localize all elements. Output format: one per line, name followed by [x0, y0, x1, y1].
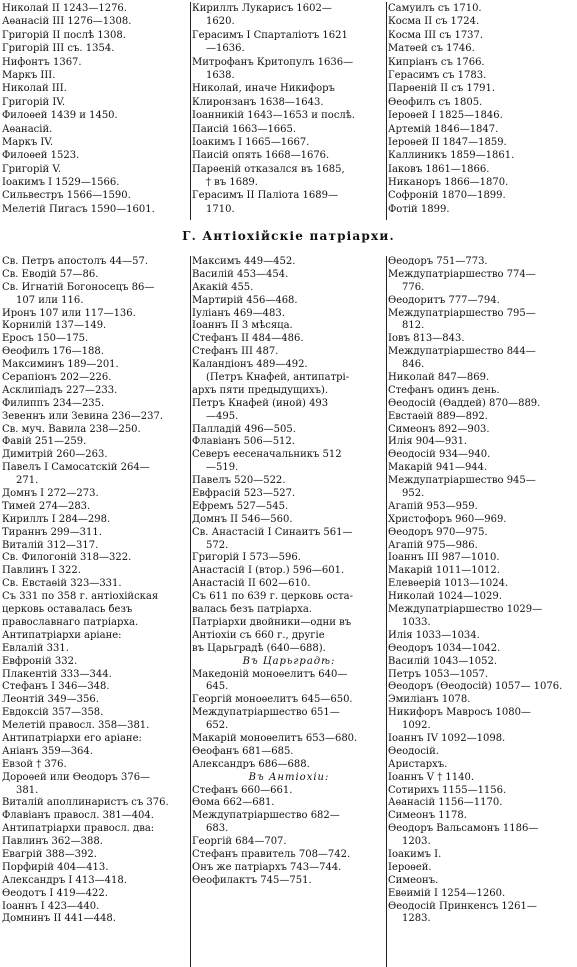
list-entry: Анастасій I (втор.) 596—601. — [192, 565, 345, 577]
list-entry: 1620. — [206, 16, 235, 28]
list-entry: Евдоксій 357—358. — [2, 707, 104, 719]
list-entry: Максимъ 449—452. — [192, 256, 296, 267]
list-entry: Ѳеодотъ I 419—422. — [2, 887, 108, 899]
list-entry: Маркъ III. — [2, 69, 56, 81]
list-entry: Павелъ 520—522. — [192, 475, 286, 487]
list-entry: Антипатріархи правосл. два: — [2, 823, 155, 835]
list-entry: въ Царьградѣ (640—688). — [192, 642, 326, 654]
list-entry: Александръ I 413—418. — [2, 874, 127, 886]
section-heading: Г. Антіохійскіе патріархи. — [182, 229, 395, 243]
bottom-column-2 — [190, 256, 386, 967]
list-entry: Кириллъ Лукарисъ 1602— — [192, 3, 332, 14]
list-entry: Св. Евстаѳій 323—331. — [2, 578, 122, 590]
list-entry: Св. Еводій 57—86. — [2, 268, 99, 280]
list-entry: Эмиліанъ 1078. — [388, 694, 471, 706]
list-entry: Парѳеній II съ 1791. — [388, 83, 496, 95]
list-entry: Іуліанъ 469—483. — [192, 307, 285, 319]
list-entry: Іоаннъ II 3 мѣсяца. — [192, 320, 293, 332]
list-entry: Домнинъ II 441—448. — [2, 913, 116, 925]
list-entry: Фавій 251—259. — [2, 436, 87, 448]
list-entry: Косма III съ 1737. — [388, 29, 484, 41]
list-entry: Онъ же патріархъ 743—744. — [192, 861, 342, 873]
list-entry: Мелетій правосл. 358—381. — [2, 720, 150, 732]
list-entry: Ѳеодоръ 970—975. — [388, 526, 488, 538]
list-entry: Стефанъ III 487. — [192, 346, 279, 358]
list-entry: Ѳеофилъ 176—188. — [2, 346, 104, 358]
list-entry: Ѳеодосій. — [388, 745, 439, 757]
list-entry: 952. — [402, 488, 425, 500]
list-entry: Илія 1033—1034. — [388, 629, 480, 641]
list-entry: Евфрасій 523—527. — [192, 488, 296, 500]
list-entry: Симеонъ. — [388, 874, 439, 886]
list-entry: Кириллъ I 284—298. — [2, 513, 111, 525]
column-divider — [386, 2, 387, 220]
list-entry: Евстаѳій 889—892. — [388, 410, 488, 422]
list-entry: Герасимъ I Спарталіотъ 1621 — [192, 29, 348, 41]
list-entry: Флавіанъ 506—512. — [192, 436, 295, 448]
list-entry: Тираннъ 299—311. — [2, 526, 102, 538]
list-entry: Асклипіадъ 227—233. — [2, 384, 118, 396]
list-entry: Междупатріаршество 844— — [388, 346, 536, 358]
column-divider — [190, 2, 191, 220]
list-entry: Георгій 684—707. — [192, 836, 287, 848]
list-entry: Филоѳей 1439 и 1450. — [2, 110, 118, 122]
list-entry: 1033. — [402, 616, 431, 628]
list-entry: Зевеннъ или Зевина 236—237. — [2, 410, 164, 422]
list-entry: Агапій 953—959. — [388, 500, 478, 512]
list-entry: Ѳеодосій Принкенсъ 1261— — [388, 900, 537, 912]
list-entry: Никифоръ Мавросъ 1080— — [388, 707, 531, 719]
list-entry: Нифонтъ 1367. — [2, 56, 82, 68]
list-entry: Іоакимъ I 1529—1566. — [2, 177, 120, 189]
list-entry: Антіохіи съ 660 г., другіе — [192, 629, 325, 641]
list-entry: Іероѳей II 1847—1859. — [388, 136, 507, 148]
list-entry: Каландіонъ 489—492. — [192, 359, 308, 371]
list-entry: Матѳей съ 1746. — [388, 43, 475, 55]
list-entry: Виталій аполлинаристъ съ 376. — [2, 797, 169, 809]
list-entry: Петръ Кнафей (иной) 493 — [192, 397, 329, 409]
list-entry: Евагрій 388—392. — [2, 848, 97, 860]
list-entry: Симеонъ 1178. — [388, 810, 467, 822]
list-entry: Патріархи двойники—одни въ — [192, 616, 352, 628]
list-entry: Стефанъ одинъ день. — [388, 384, 500, 396]
list-entry: Серапіонъ 202—226. — [2, 372, 112, 384]
list-entry: Ѳеофилактъ 745—751. — [192, 874, 312, 886]
list-entry: Съ 331 по 358 г. антіохійская — [2, 591, 159, 603]
list-entry: Ѳеодосій (Ѳаддей) 870—889. — [388, 397, 541, 409]
list-entry: Филиппъ 234—235. — [2, 397, 105, 409]
list-entry: Іоакимъ I 1665—1667. — [192, 136, 310, 148]
subsection-heading: Въ Антіохіи: — [248, 771, 330, 783]
list-entry: Павлинъ 362—388. — [2, 836, 103, 848]
list-entry: Междупатріаршество 651— — [192, 707, 340, 719]
list-entry: Виталій 312—317. — [2, 539, 99, 551]
list-entry: Іоаннъ I 423—440. — [2, 900, 100, 912]
list-entry: Іаковъ 1861—1866. — [388, 163, 490, 175]
list-entry: Ѳеодоръ 1034—1042. — [388, 642, 501, 654]
list-entry: Христофоръ 960—969. — [388, 513, 507, 525]
list-entry: Еросъ 150—175. — [2, 333, 89, 345]
list-entry: Мелетій Пигасъ 1590—1601. — [2, 203, 155, 215]
list-entry: Митрофанъ Критопулъ 1636— — [192, 56, 354, 68]
list-entry: Аѳанасій 1156—1170. — [388, 797, 503, 809]
list-entry: Василій 1043—1052. — [388, 655, 498, 667]
list-entry: православнаго патріарха. — [2, 616, 139, 628]
list-entry: Григорій I 573—596. — [192, 552, 301, 564]
list-entry: Артемій 1846—1847. — [388, 123, 499, 135]
top-column-1 — [0, 2, 190, 220]
list-entry: —519. — [206, 462, 239, 474]
list-entry: Парѳеній отказался въ 1685, — [192, 163, 345, 175]
list-entry: Междупатріаршество 795— — [388, 307, 536, 319]
list-entry: Макарій 1011—1012. — [388, 565, 500, 577]
list-entry: Іероѳей. — [388, 861, 432, 873]
list-entry: 776. — [402, 281, 425, 293]
list-entry: Св. Анастасій I Синаитъ 561— — [192, 526, 353, 538]
list-entry: Ѳеодоритъ 777—794. — [388, 294, 500, 306]
list-entry: Леонтій 349—356. — [2, 694, 99, 706]
list-entry: Іоанникій 1643—1653 и послѣ. — [192, 110, 355, 122]
list-entry: Николай 847—869. — [388, 372, 490, 384]
list-entry: Акакій 455. — [192, 281, 254, 293]
bottom-column-1 — [0, 256, 190, 967]
list-entry: Петръ 1053—1057. — [388, 668, 489, 680]
list-entry: Домнъ I 272—273. — [2, 488, 99, 500]
list-entry: Клиронзанъ 1638—1643. — [192, 96, 324, 108]
list-entry: Антипатріархи аріане: — [2, 629, 122, 641]
list-entry: Сотирихъ 1155—1156. — [388, 784, 507, 796]
list-entry: 271. — [16, 475, 39, 487]
list-entry: церковь оставалась безъ — [2, 604, 133, 616]
top-column-3 — [386, 2, 577, 220]
list-entry: Домнъ II 546—560. — [192, 513, 293, 525]
list-entry: Іоаннъ V † 1140. — [388, 771, 475, 783]
list-entry: Николай II 1243—1276. — [2, 3, 127, 14]
bottom-column-3 — [386, 256, 577, 967]
list-entry: Междупатріаршество 774— — [388, 268, 536, 280]
list-entry: Сильвестръ 1566—1590. — [2, 190, 131, 202]
list-entry: Павлинъ I 322. — [2, 565, 81, 577]
list-entry: 812. — [402, 320, 425, 332]
list-entry: Іоаннъ IV 1092—1098. — [388, 732, 506, 744]
list-entry: Николай III. — [2, 83, 67, 95]
list-entry: Евлалій 331. — [2, 642, 69, 654]
list-entry: Македоній моноѳелитъ 640— — [192, 668, 348, 680]
top-columns — [0, 2, 577, 220]
list-entry: Каллиникъ 1859—1861. — [388, 150, 515, 162]
list-entry: 652. — [206, 720, 229, 732]
list-entry: Междупатріаршество 682— — [192, 810, 340, 822]
list-entry: Николай 1024—1029. — [388, 591, 502, 603]
list-entry: Василій 453—454. — [192, 268, 289, 280]
list-entry: Николай, иначе Никифоръ — [192, 83, 335, 95]
list-entry: Порфирій 404—413. — [2, 861, 109, 873]
list-entry: Евфроній 332. — [2, 655, 78, 667]
list-entry: Григорій II послѣ 1308. — [2, 29, 126, 41]
list-entry: Ѳеодоръ (Ѳеодосій) 1057— 1076. — [388, 681, 563, 693]
list-entry: Ѳеофилъ съ 1805. — [388, 96, 483, 108]
list-entry: Григорій V. — [2, 163, 62, 175]
subsection-heading: Въ Царьградѣ: — [242, 655, 336, 667]
list-entry: 683. — [206, 823, 229, 835]
list-entry: Никаноръ 1866—1870. — [388, 177, 509, 189]
list-entry: Георгій моноѳелитъ 645—650. — [192, 694, 353, 706]
list-entry: 1710. — [206, 203, 235, 215]
list-entry: (Петръ Кнафей, антипатрі- — [206, 372, 350, 384]
list-entry: Ѳеодоръ 751—773. — [388, 256, 488, 267]
list-entry: Филоѳей 1523. — [2, 150, 80, 162]
list-entry: 1203. — [402, 836, 431, 848]
list-entry: Плакентій 333—344. — [2, 668, 112, 680]
list-entry: Макарій моноѳелитъ 653—680. — [192, 732, 358, 744]
list-entry: Анастасій II 602—610. — [192, 578, 311, 590]
list-entry: Аѳанасій. — [2, 123, 53, 135]
list-entry: Герасимъ II Паліота 1689— — [192, 190, 338, 202]
list-entry: Максиминъ 189—201. — [2, 359, 119, 371]
list-entry: Стефанъ 660—661. — [192, 784, 293, 796]
list-entry: Ефремъ 527—545. — [192, 500, 289, 512]
list-entry: Аѳанасій III 1276—1308. — [2, 16, 132, 28]
list-entry: —1636. — [206, 43, 245, 55]
column-divider — [386, 256, 387, 967]
list-entry: Григорій III съ. 1354. — [2, 43, 115, 55]
list-entry: Илія 904—931. — [388, 436, 468, 448]
list-entry: 846. — [402, 359, 425, 371]
list-entry: Св. муч. Вавила 238—250. — [2, 423, 141, 435]
list-entry: Стефанъ II 484—486. — [192, 333, 304, 345]
list-entry: Междупатріаршество 1029— — [388, 604, 543, 616]
list-entry: Аристархъ. — [388, 758, 448, 770]
list-entry: валась безъ патріарха. — [192, 604, 312, 616]
list-entry: Северъ еесеначальникъ 512 — [192, 449, 342, 461]
list-entry: Косма II съ 1724. — [388, 16, 480, 28]
list-entry: Іовъ 813—843. — [388, 333, 465, 345]
list-entry: Ѳома 662—681. — [192, 797, 275, 809]
list-entry: 381. — [16, 784, 39, 796]
list-entry: Междупатріаршество 945— — [388, 475, 536, 487]
bottom-columns — [0, 256, 577, 967]
list-entry: Герасимъ съ 1783. — [388, 69, 487, 81]
list-entry: Иронъ 107 или 117—136. — [2, 307, 136, 319]
list-entry: Аніанъ 359—364. — [2, 745, 93, 757]
list-entry: Павелъ I Самосатскій 264— — [2, 462, 150, 474]
list-entry: Евѳимій I 1254—1260. — [388, 887, 506, 899]
list-entry: Флавіанъ правосл. 381—404. — [2, 810, 154, 822]
list-entry: Іоаннъ III 987—1010. — [388, 552, 500, 564]
list-entry: Евзой † 376. — [2, 758, 67, 770]
list-entry: Тимей 274—283. — [2, 500, 91, 512]
list-entry: Паисій 1663—1665. — [192, 123, 297, 135]
list-entry: Григорій IV. — [2, 96, 65, 108]
list-entry: Кипріанъ съ 1766. — [388, 56, 485, 68]
list-entry: Фотій 1899. — [388, 203, 450, 215]
list-entry: 572. — [206, 539, 229, 551]
list-entry: Мартирій 456—468. — [192, 294, 298, 306]
list-entry: † въ 1689. — [206, 177, 258, 189]
list-entry: Софроній 1870—1899. — [388, 190, 506, 202]
list-entry: Ѳеодоръ Вальсамонъ 1186— — [388, 823, 539, 835]
list-entry: 645. — [206, 681, 229, 693]
list-entry: Симеонъ 892—903. — [388, 423, 490, 435]
list-entry: Дороѳей или Ѳеодоръ 376— — [2, 771, 151, 783]
list-entry: Іоакимъ I. — [388, 848, 442, 860]
list-entry: Съ 611 по 639 г. церковь оста- — [192, 591, 353, 603]
list-entry: Димитрій 260—263. — [2, 449, 108, 461]
list-entry: Св. Филогоній 318—322. — [2, 552, 132, 564]
list-entry: Ѳеодосій 934—940. — [388, 449, 491, 461]
list-entry: 1092. — [402, 720, 431, 732]
list-entry: Іероѳей I 1825—1846. — [388, 110, 503, 122]
list-entry: архъ пяти предыдущихъ). — [192, 384, 329, 396]
list-entry: Стефанъ I 346—348. — [2, 681, 110, 693]
list-entry: Св. Игнатій Богоносецъ 86— — [2, 281, 155, 293]
list-entry: Корнилій 137—149. — [2, 320, 107, 332]
list-entry: Антипатріархи его аріане: — [2, 732, 142, 744]
list-entry: 1283. — [402, 913, 431, 925]
list-entry: —495. — [206, 410, 239, 422]
list-entry: Паисій опять 1668—1676. — [192, 150, 330, 162]
list-entry: Александръ 686—688. — [192, 758, 310, 770]
list-entry: 107 или 116. — [16, 294, 84, 306]
list-entry: Св. Петръ апостолъ 44—57. — [2, 256, 149, 267]
list-entry: Палладій 496—505. — [192, 423, 296, 435]
list-entry: 1638. — [206, 69, 235, 81]
column-divider — [190, 256, 191, 967]
list-entry: Самуилъ съ 1710. — [388, 3, 482, 14]
list-entry: Елевѳерій 1013—1024. — [388, 578, 509, 590]
list-entry: Ѳеофанъ 681—685. — [192, 745, 294, 757]
list-entry: Стефанъ правитель 708—742. — [192, 848, 351, 860]
top-column-2 — [190, 2, 386, 220]
list-entry: Макарій 941—944. — [388, 462, 488, 474]
list-entry: Маркъ IV. — [2, 136, 53, 148]
list-entry: Агапій 975—986. — [388, 539, 478, 551]
